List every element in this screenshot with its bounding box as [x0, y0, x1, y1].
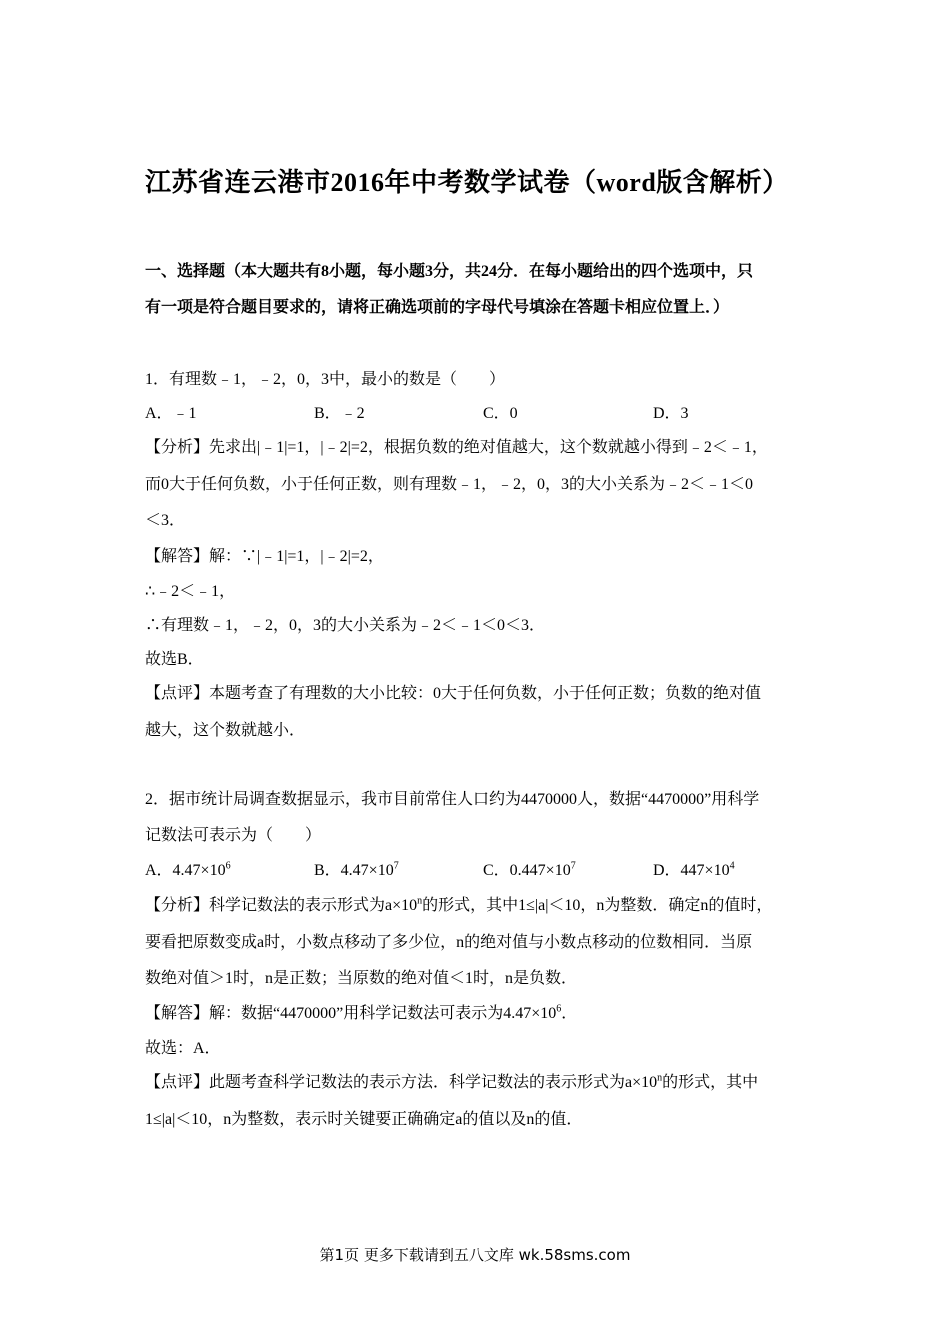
q2-comment-line1: 【点评】此题考查科学记数法的表示方法．科学记数法的表示形式为$a\times 10^n$的形式，其中 [145, 1072, 759, 1091]
q2-option-c: C．$0.447\times 10^7$ [483, 860, 576, 879]
q2-option-d: D．$447\times 10^4$ [653, 860, 735, 879]
q2-solution-line1: 【解答】解：数据“4470000”用科学记数法可表示为$4.47\times 10^6$． [145, 1003, 578, 1022]
q2-option-b: B．$4.47\times 10^7$ [314, 860, 399, 879]
q1-analysis-line3: ＜3． [145, 512, 186, 529]
q1-analysis-line2: 而0大于任何负数，小于任何正数，则有理数﹣1，﹣2，0，3的大小关系为﹣2＜﹣1＜0 [145, 476, 754, 493]
q1-comment-line1: 【点评】本题考查了有理数的大小比较：0大于任何负数，小于任何正数；负数的绝对值 [145, 685, 762, 702]
q1-option-c: C．0 [483, 405, 518, 422]
page-footer: 第1页 更多下载请到五八文库 wk.58sms.com [319, 1246, 631, 1264]
page-title: 江苏省连云港市2016年中考数学试卷（word版含解析） [145, 168, 789, 197]
q1-comment-line2: 越大，这个数就越小． [145, 722, 306, 739]
section-heading-line1: 一、选择题（本大题共有8小题，每小题3分，共24分．在每小题给出的四个选项中，只 [145, 263, 754, 280]
q2-option-a: A．$4.47\times 10^6$ [145, 860, 231, 879]
q1-option-d: D．3 [653, 405, 689, 422]
q2-analysis-line1: 【分析】科学记数法的表示形式为$a\times 10^n$的形式，其中1≤|a|＜10，n为整数．确定n的值时， [145, 895, 773, 914]
q1-solution-line2: ∴﹣2＜﹣1， [145, 583, 236, 600]
q1-analysis-line1: 【分析】先求出|﹣1|=1，|﹣2|=2，根据负数的绝对值越大，这个数就越小得到﹣2＜﹣1， [145, 439, 768, 456]
q2-analysis-line3: 数绝对值＞1时，n是正数；当原数的绝对值＜1时，n是负数． [145, 970, 578, 987]
q2-comment-line2: 1≤|a|＜10，n为整数，表示时关键要正确确定a的值以及n的值． [145, 1111, 583, 1128]
q2-solution-line2: 故选：A． [145, 1040, 221, 1057]
q1-option-b: B．﹣2 [314, 405, 365, 422]
q2-analysis-line2: 要看把原数变成a时，小数点移动了多少位，n的绝对值与小数点移动的位数相同．当原 [145, 934, 753, 951]
section-heading-line2: 有一项是符合题目要求的，请将正确选项前的字母代号填涂在答题卡相应位置上．） [145, 299, 730, 316]
q2-stem-line2: 记数法可表示为（ ） [145, 827, 322, 844]
q1-solution-line1: 【解答】解：∵|﹣1|=1，|﹣2|=2， [145, 548, 384, 565]
q1-solution-line3: ∴有理数﹣1，﹣2，0，3的大小关系为﹣2＜﹣1＜0＜3． [145, 617, 546, 634]
q1-solution-line4: 故选B． [145, 651, 204, 668]
q2-stem-line1: 2．据市统计局调查数据显示，我市目前常住人口约为4470000人，数据“4470000”用科学 [145, 791, 760, 808]
q1-option-a: A．﹣1 [145, 405, 197, 422]
q1-stem: 1．有理数﹣1，﹣2，0，3中，最小的数是（ ） [145, 371, 506, 388]
